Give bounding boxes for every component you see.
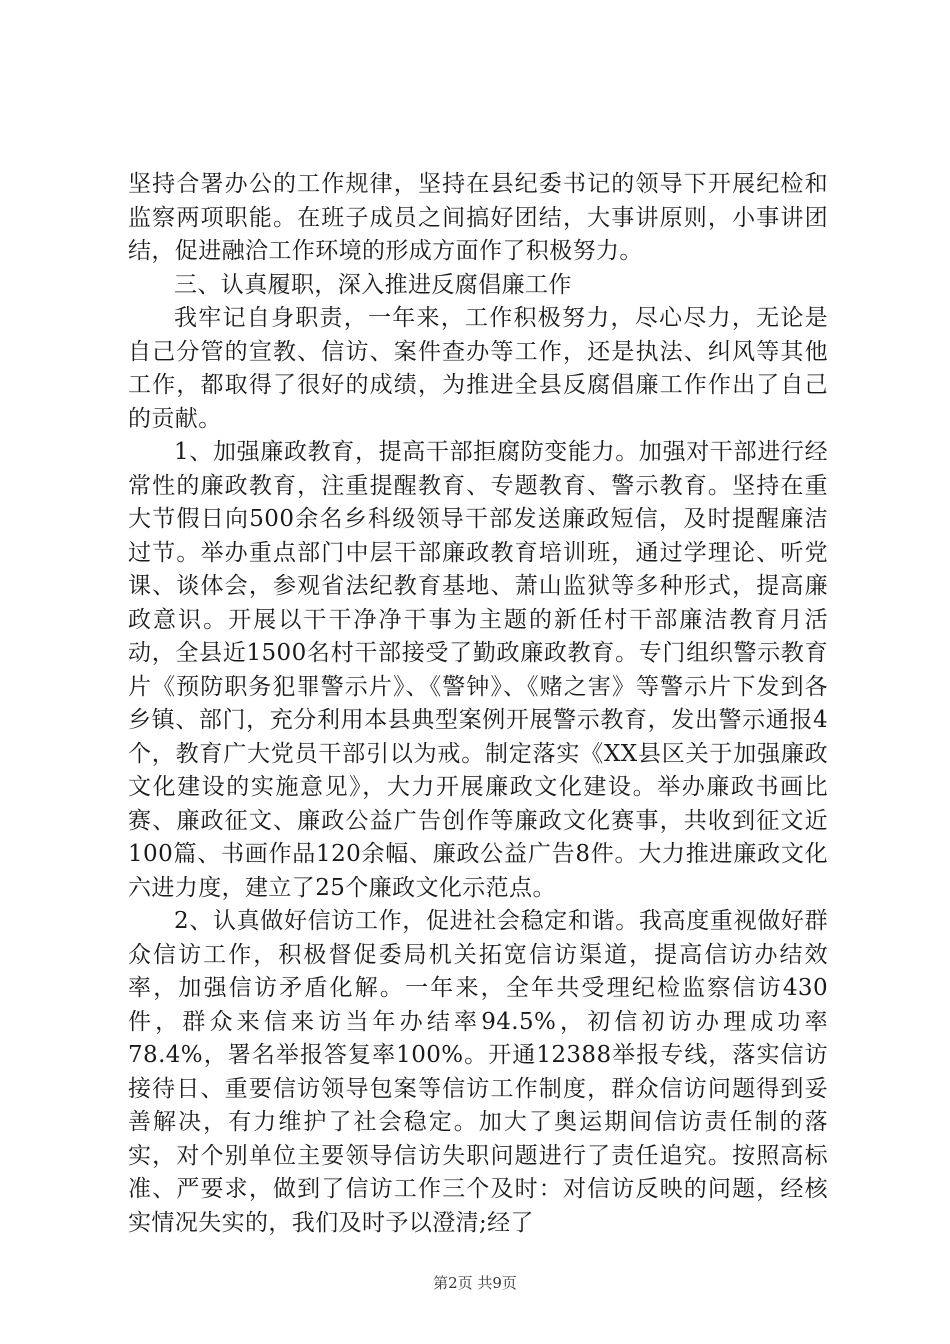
paragraph-4: 2、认真做好信访工作，促进社会稳定和谐。我高度重视做好群众信访工作，积极督促委局机关拓宽信访渠道，提高信访办结效率，加强信访矛盾化解。一年来，全年共受理纪检监察信访430件，群众来信来访当年办结率94.5%，初信初访办理成功率78.4%，署名举报答复率100%。开通12388举报专线，落实信访接待日、重要信访领导包案等信访工作制度，群众信访问题得到妥善解决，有力维护了社会稳定。加大了奥运期间信访责任制的落实，对个别单位主要领导信访失职问题进行了责任追究。按照高标准、严要求，做到了信访工作三个及时：对信访反映的问题，经核实情况失实的，我们及时予以澄清;经了 xyxy=(128,908,828,1236)
paragraph-1: 坚持合署办公的工作规律，坚持在县纪委书记的领导下开展纪检和监察两项职能。在班子成员之间搞好团结，大事讲原则，小事讲团结，促进融洽工作环境的形成方面作了积极努力。 xyxy=(128,171,828,264)
paragraph-3: 1、加强廉政教育，提高干部拒腐防变能力。加强对干部进行经常性的廉政教育，注重提醒教育、专题教育、警示教育。坚持在重大节假日向500余名乡科级领导干部发送廉政短信，及时提醒廉洁过节。举办重点部门中层干部廉政教育培训班，通过学理论、听党课、谈体会，参观省法纪教育基地、萧山监狱等多种形式，提高廉政意识。开展以干干净净干事为主题的新任村干部廉洁教育月活动，全县近1500名村干部接受了勤政廉政教育。专门组织警示教育片《预防职务犯罪警示片》、《警钟》、《赌之害》等警示片下发到各乡镇、部门，充分利用本县典型案例开展警示教育，发出警示通报4个，教育广大党员干部引以为戒。制定落实《XX县区关于加强廉政文化建设的实施意见》，大力开展廉政文化建设。举办廉政书画比赛、廉政征文、廉政公益广告创作等廉政文化赛事，共收到征文近100篇、书画作品120余幅、廉政公益广告8件。大力推进廉政文化六进力度，建立了25个廉政文化示范点。 xyxy=(128,439,828,901)
paragraph-2: 我牢记自身职责，一年来，工作积极努力，尽心尽力，无论是自己分管的宣教、信访、案件查办等工作，还是执法、纠风等其他工作，都取得了很好的成绩，为推进全县反腐倡廉工作作出了自己的贡献。 xyxy=(128,305,828,432)
section-heading: 三、认真履职，深入推进反腐倡廉工作 xyxy=(174,271,572,298)
page-footer: 第2页 共9页 xyxy=(433,1274,517,1292)
document-body xyxy=(128,168,828,1240)
